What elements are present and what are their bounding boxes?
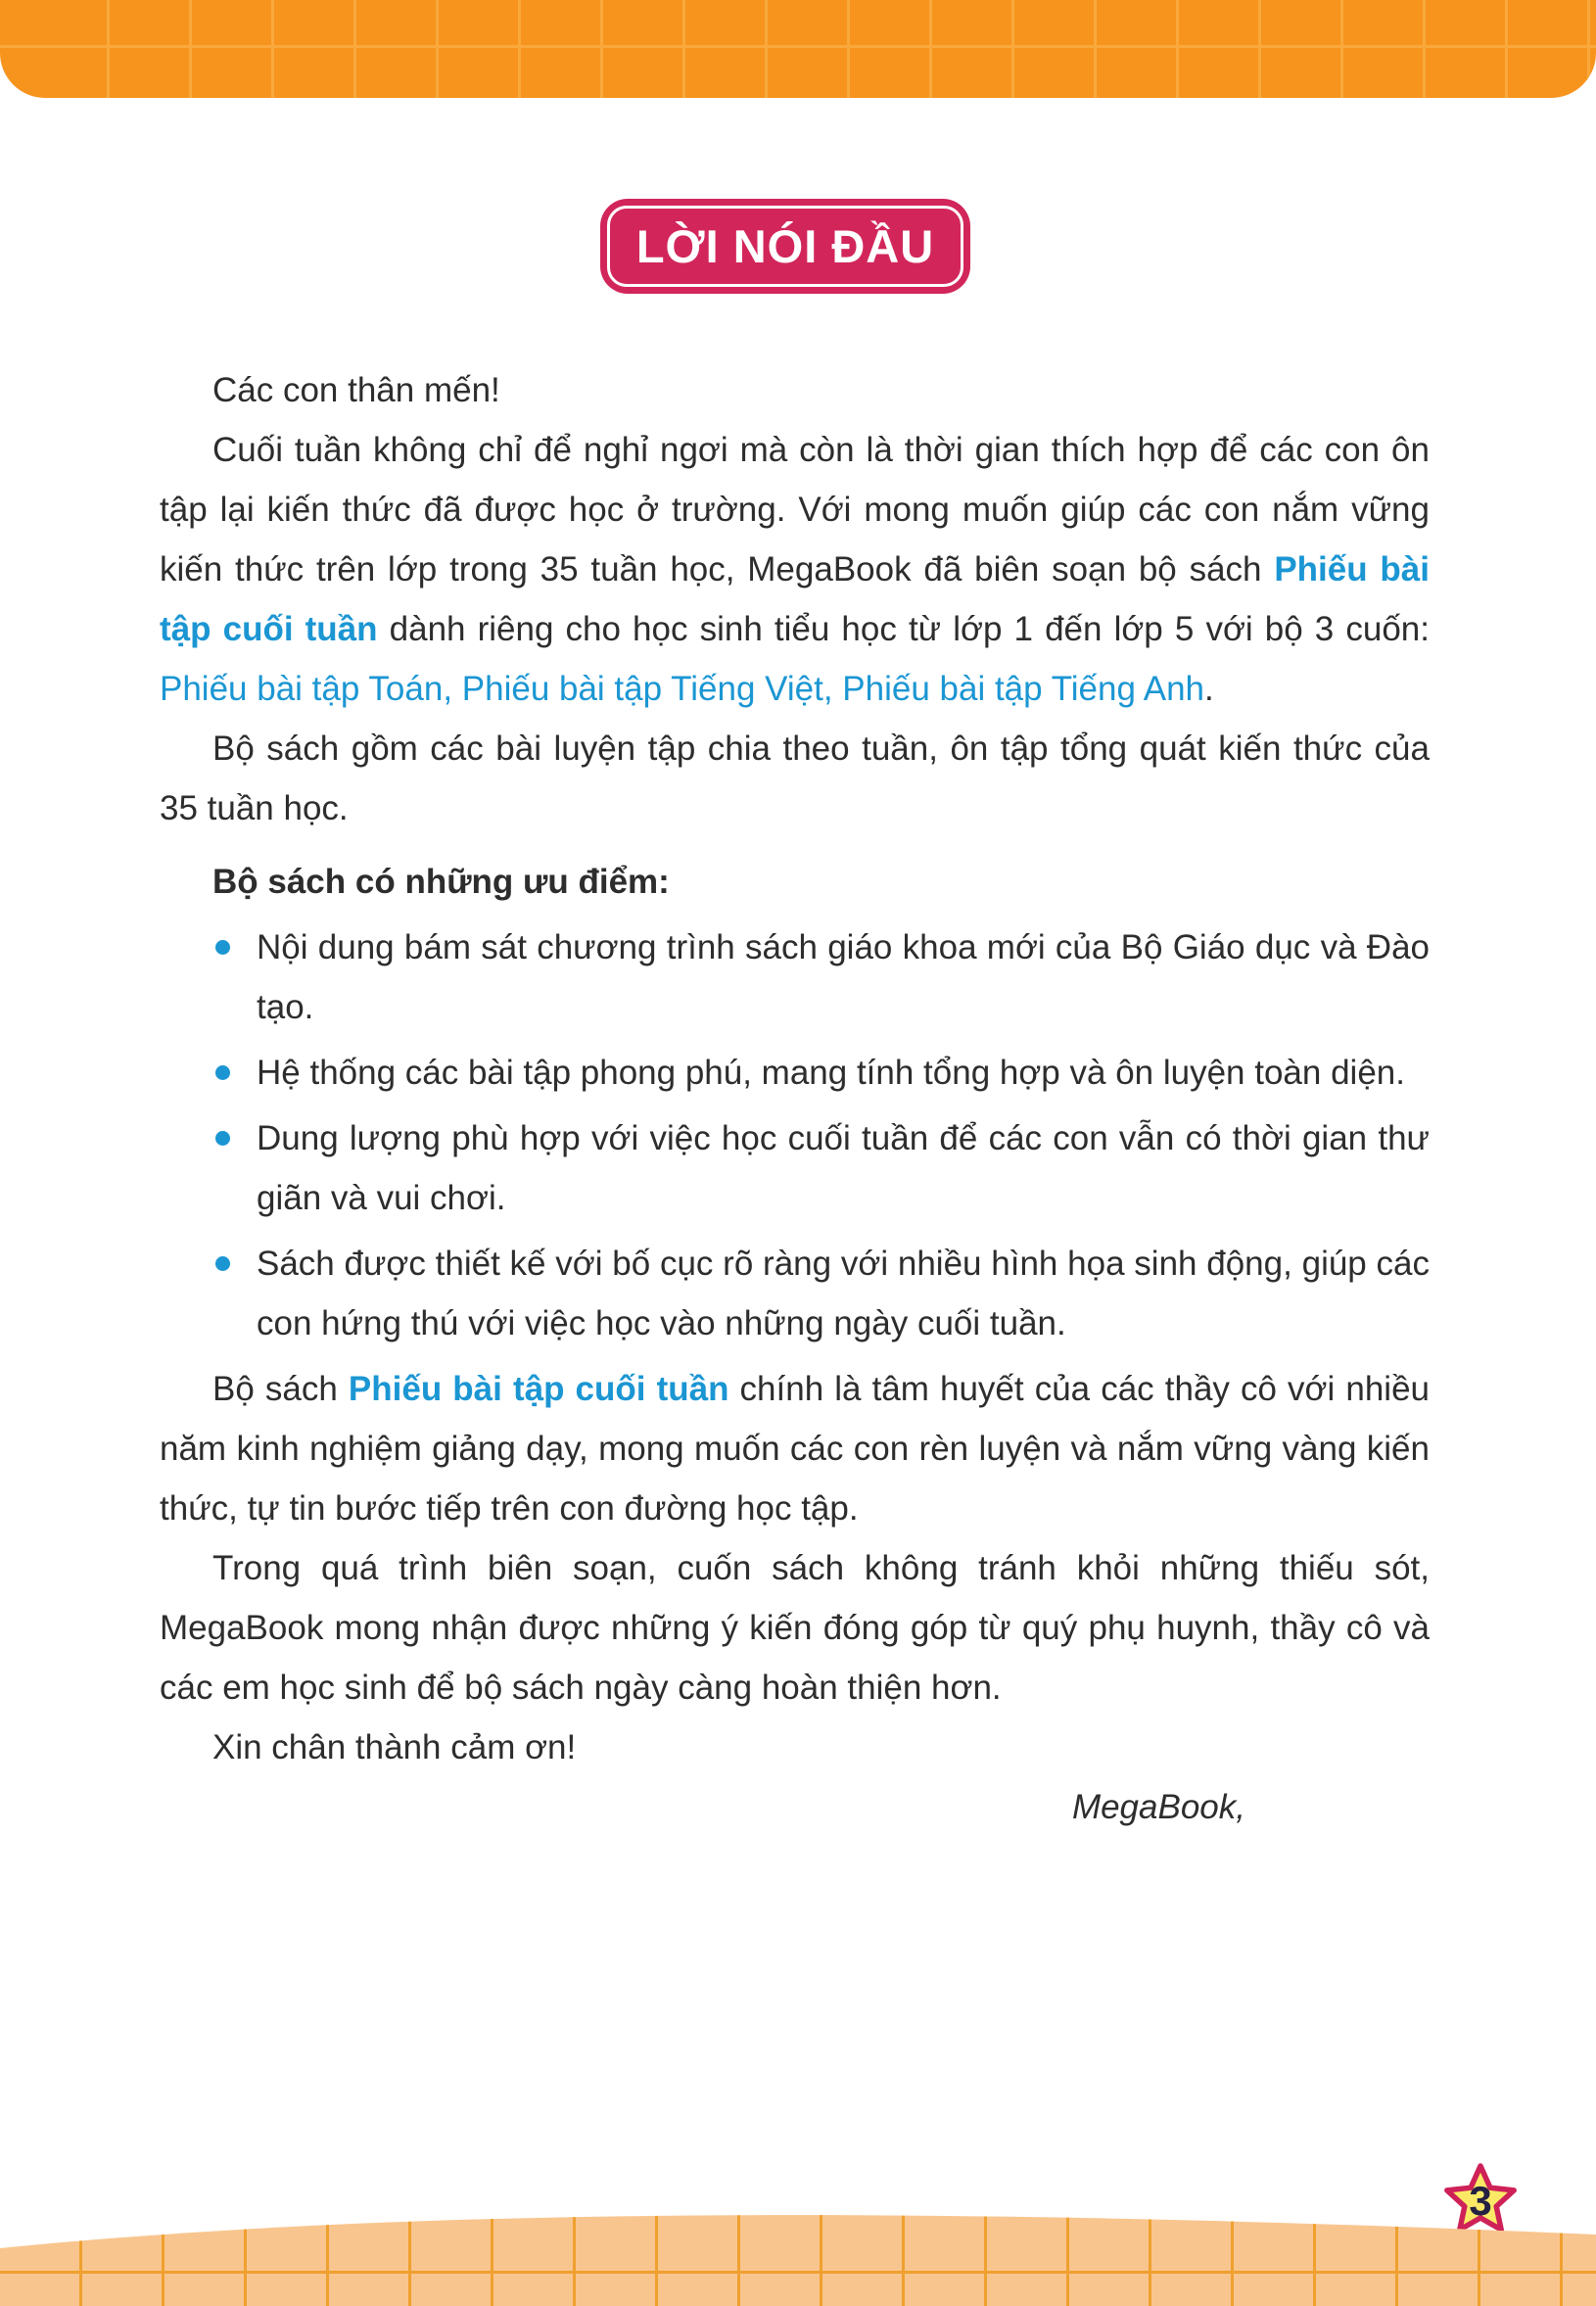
page-title: LỜI NÓI ĐẦU xyxy=(635,220,935,272)
paragraph-intro: Cuối tuần không chỉ để nghỉ ngơi mà còn là thời gian thích hợp để các con ôn tập lại kiến thức đã được học ở trường. Với mong muốn giúp các con nắm vững kiến thức trên lớp trong 35 tuần học, MegaBook đã biên soạn bộ sách Phiếu bài tập cuối tuần dành riêng cho học sinh tiểu học từ lớp 1 đến lớp 5 với bộ 3 cuốn: Phiếu bài tập Toán, Phiếu bài tập Tiếng Việt, Phiếu bài tập Tiếng Anh. xyxy=(160,431,1430,708)
list-item-text: Nội dung bám sát chương trình sách giáo khoa mới của Bộ Giáo dục và Đào tạo. xyxy=(257,928,1430,1026)
paragraph-structure: Bộ sách gồm các bài luyện tập chia theo tuần, ôn tập tổng quát kiến thức của 35 tuần học. xyxy=(160,729,1430,827)
footer-band-shape xyxy=(0,2184,1596,2306)
list-item xyxy=(160,918,1430,1037)
paragraph-thanks: Xin chân thành cảm ơn! xyxy=(212,1728,577,1766)
bullet-dot-icon xyxy=(215,1131,230,1146)
footer-band xyxy=(0,2184,1596,2306)
top-band-grid xyxy=(0,0,1596,98)
list-item-text: Hệ thống các bài tập phong phú, mang tính tổng hợp và ôn luyện toàn diện. xyxy=(257,1054,1405,1092)
paragraph-greeting: Các con thân mến! xyxy=(212,371,500,409)
paragraph-feedback: Trong quá trình biên soạn, cuốn sách không tránh khỏi những thiếu sót, MegaBook mong nhận được những ý kiến đóng góp từ quý phụ huynh, thầy cô và các em học sinh để bộ sách ngày càng hoàn thiện hơn. xyxy=(160,1549,1430,1707)
page-number: 3 xyxy=(1469,2178,1492,2224)
top-band xyxy=(0,0,1596,98)
list-item-text: Sách được thiết kế với bố cục rõ ràng với nhiều hình họa sinh động, giúp các con hứng thú với việc học vào những ngày cuối tuần. xyxy=(257,1245,1430,1342)
list-item-text: Dung lượng phù hợp với việc học cuối tuần để các con vẫn có thời gian thư giãn và vui chơi. xyxy=(257,1119,1430,1217)
top-band-grid-line xyxy=(0,45,1596,48)
paragraph-dedication: Bộ sách Phiếu bài tập cuối tuần chính là tâm huyết của các thầy cô với nhiều năm kinh nghiệm giảng dạy, mong muốn các con rèn luyện và nắm vững vàng kiến thức, tự tin bước tiếp trên con đường học tập. xyxy=(160,1370,1430,1528)
bullet-dot-icon xyxy=(215,1256,230,1271)
list-item xyxy=(160,1234,1430,1353)
list-item xyxy=(160,1108,1430,1228)
preface-content xyxy=(160,360,1430,1837)
list-item xyxy=(160,1043,1430,1103)
signature: MegaBook, xyxy=(1071,1788,1245,1826)
title-badge xyxy=(600,199,970,294)
bullet-dot-icon xyxy=(215,1065,230,1080)
features-list xyxy=(160,918,1430,1353)
features-heading: Bộ sách có những ưu điểm: xyxy=(212,863,670,901)
bullet-dot-icon xyxy=(215,940,230,955)
